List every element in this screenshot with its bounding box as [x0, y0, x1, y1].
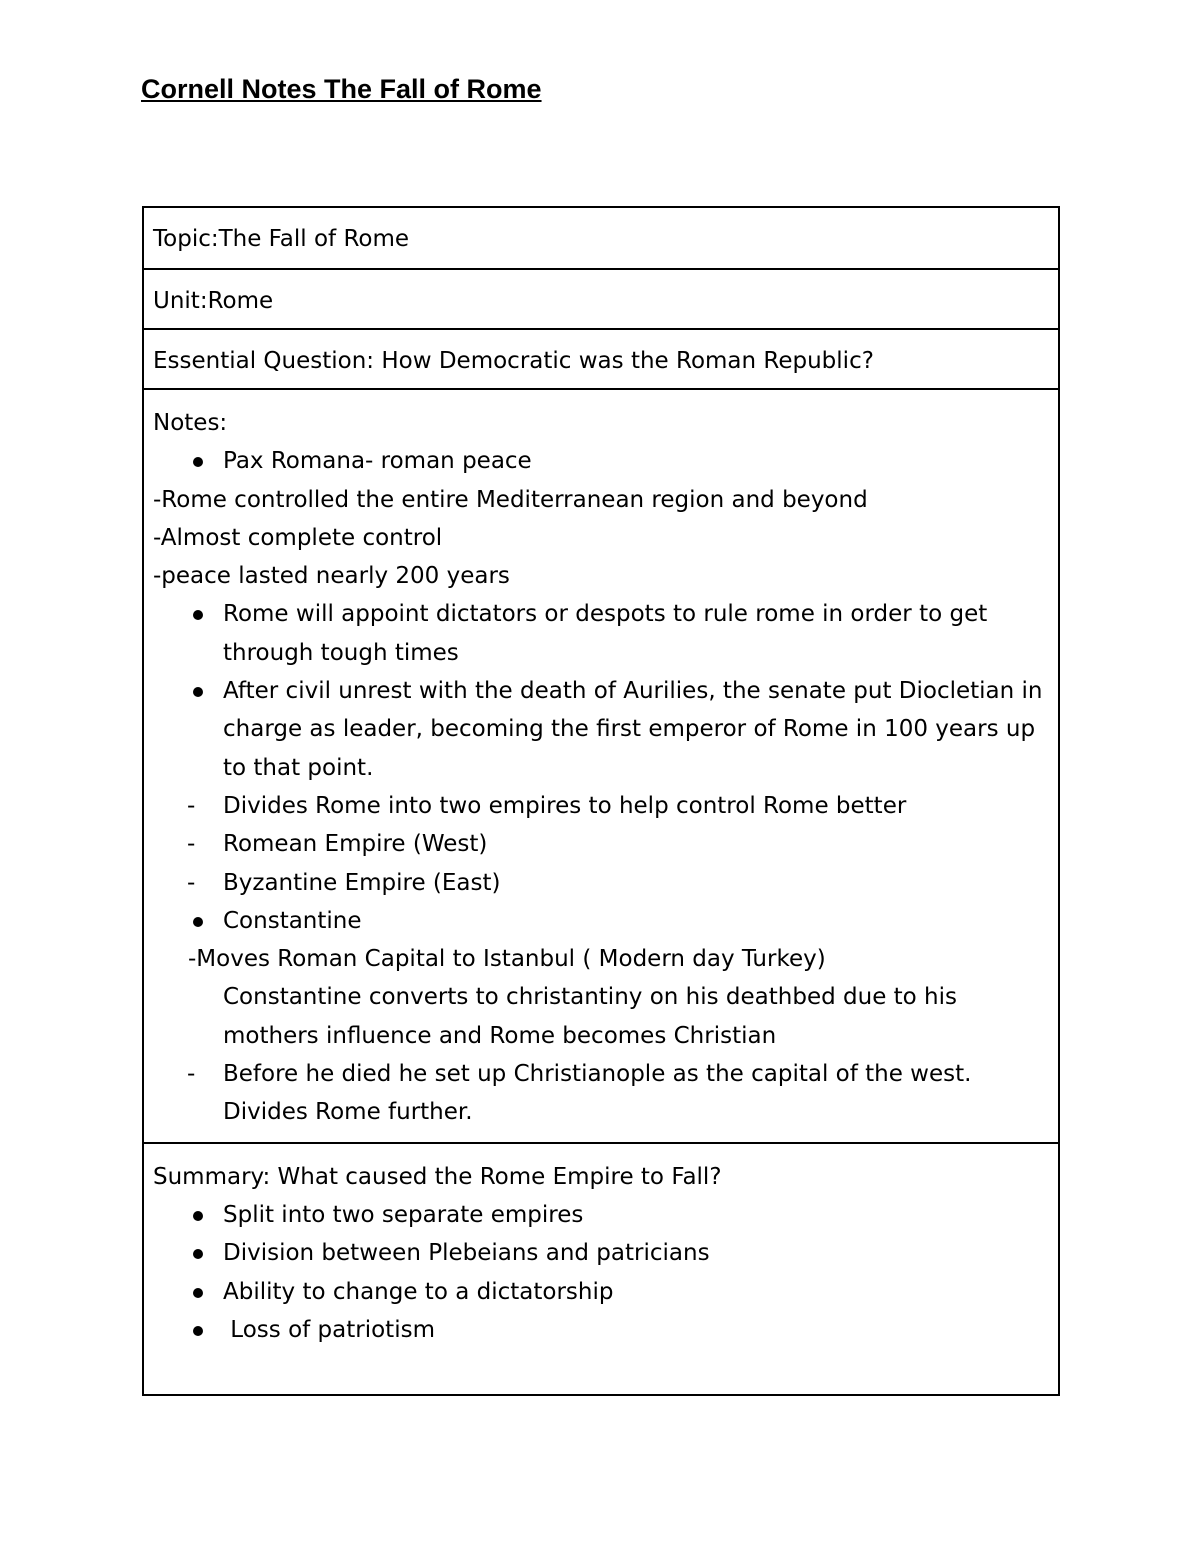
notes-bullet-item [153, 595, 1049, 672]
bullet-icon [153, 672, 223, 787]
essential-question-text: Essential Question: How Democratic was the Roman Republic? [153, 348, 874, 374]
bullet-icon [153, 1234, 223, 1272]
notes-bullet-item [153, 672, 1049, 787]
summary-item [153, 1196, 1049, 1234]
summary-heading: Summary: What caused the Rome Empire to Fall? [153, 1163, 722, 1190]
notes-dash-text: Byzantine Empire (East) [223, 869, 501, 896]
notes-dash-item [153, 787, 1049, 825]
summary-item-text: Split into two separate empires [223, 1201, 584, 1228]
notes-dash-item [153, 825, 1049, 863]
summary-item [153, 1273, 1049, 1311]
page-title: Cornell Notes The Fall of Rome [141, 74, 542, 104]
notes-heading: Notes: [153, 410, 228, 436]
bullet-icon [153, 595, 223, 672]
summary-item-text: Ability to change to a dictatorship [223, 1278, 614, 1305]
notes-line: -Moves Roman Capital to Istanbul ( Modern day Turkey) [188, 946, 826, 973]
notes-line: -peace lasted nearly 200 years [153, 563, 510, 590]
notes-dash-item [153, 864, 1049, 902]
notes-bullet-item [153, 442, 1049, 480]
notes-bullet-item [153, 902, 1049, 940]
dash-icon [153, 1055, 223, 1132]
dash-icon [153, 787, 223, 825]
topic-row [144, 208, 1058, 268]
notes-line: Constantine converts to christantiny on his deathbed due to his mothers influence and Rome becomes Christian [223, 984, 958, 1049]
unit-row [144, 268, 1058, 328]
notes-dash-item [153, 1055, 1049, 1132]
bullet-icon [153, 442, 223, 480]
dash-icon [153, 825, 223, 863]
notes-dash-text: Before he died he set up Christianople as the capital of the west. Divides Rome further. [223, 1061, 972, 1126]
notes-bullet-text: Rome will appoint dictators or despots to rule rome in order to get through tough times [223, 601, 988, 666]
essential-question-row [144, 328, 1058, 388]
summary-item [153, 1311, 1049, 1349]
notes-section [144, 388, 1058, 1142]
notes-bullet-text: Constantine [223, 907, 362, 934]
bullet-icon [153, 1311, 223, 1349]
bullet-icon [153, 1196, 223, 1234]
dash-icon [153, 864, 223, 902]
summary-item-text: Loss of patriotism [223, 1316, 435, 1343]
notes-bullet-text: Pax Romana- roman peace [223, 448, 532, 475]
notes-dash-text: Romean Empire (West) [223, 831, 488, 858]
cornell-notes-table [142, 206, 1060, 1396]
unit-text: Unit:Rome [153, 288, 274, 314]
notes-line: -Almost complete control [153, 524, 443, 551]
topic-text: Topic:The Fall of Rome [153, 226, 410, 252]
notes-bullet-text: After civil unrest with the death of Aurilies, the senate put Diocletian in charge as leader, becoming the first emperor of Rome in 100 years up to that point. [223, 678, 1043, 781]
summary-section [144, 1142, 1058, 1394]
bullet-icon [153, 1273, 223, 1311]
summary-item [153, 1234, 1049, 1272]
notes-line: -Rome controlled the entire Mediterranean region and beyond [153, 486, 868, 513]
bullet-icon [153, 902, 223, 940]
summary-item-text: Division between Plebeians and patricians [223, 1240, 710, 1267]
notes-dash-text: Divides Rome into two empires to help control Rome better [223, 792, 907, 819]
